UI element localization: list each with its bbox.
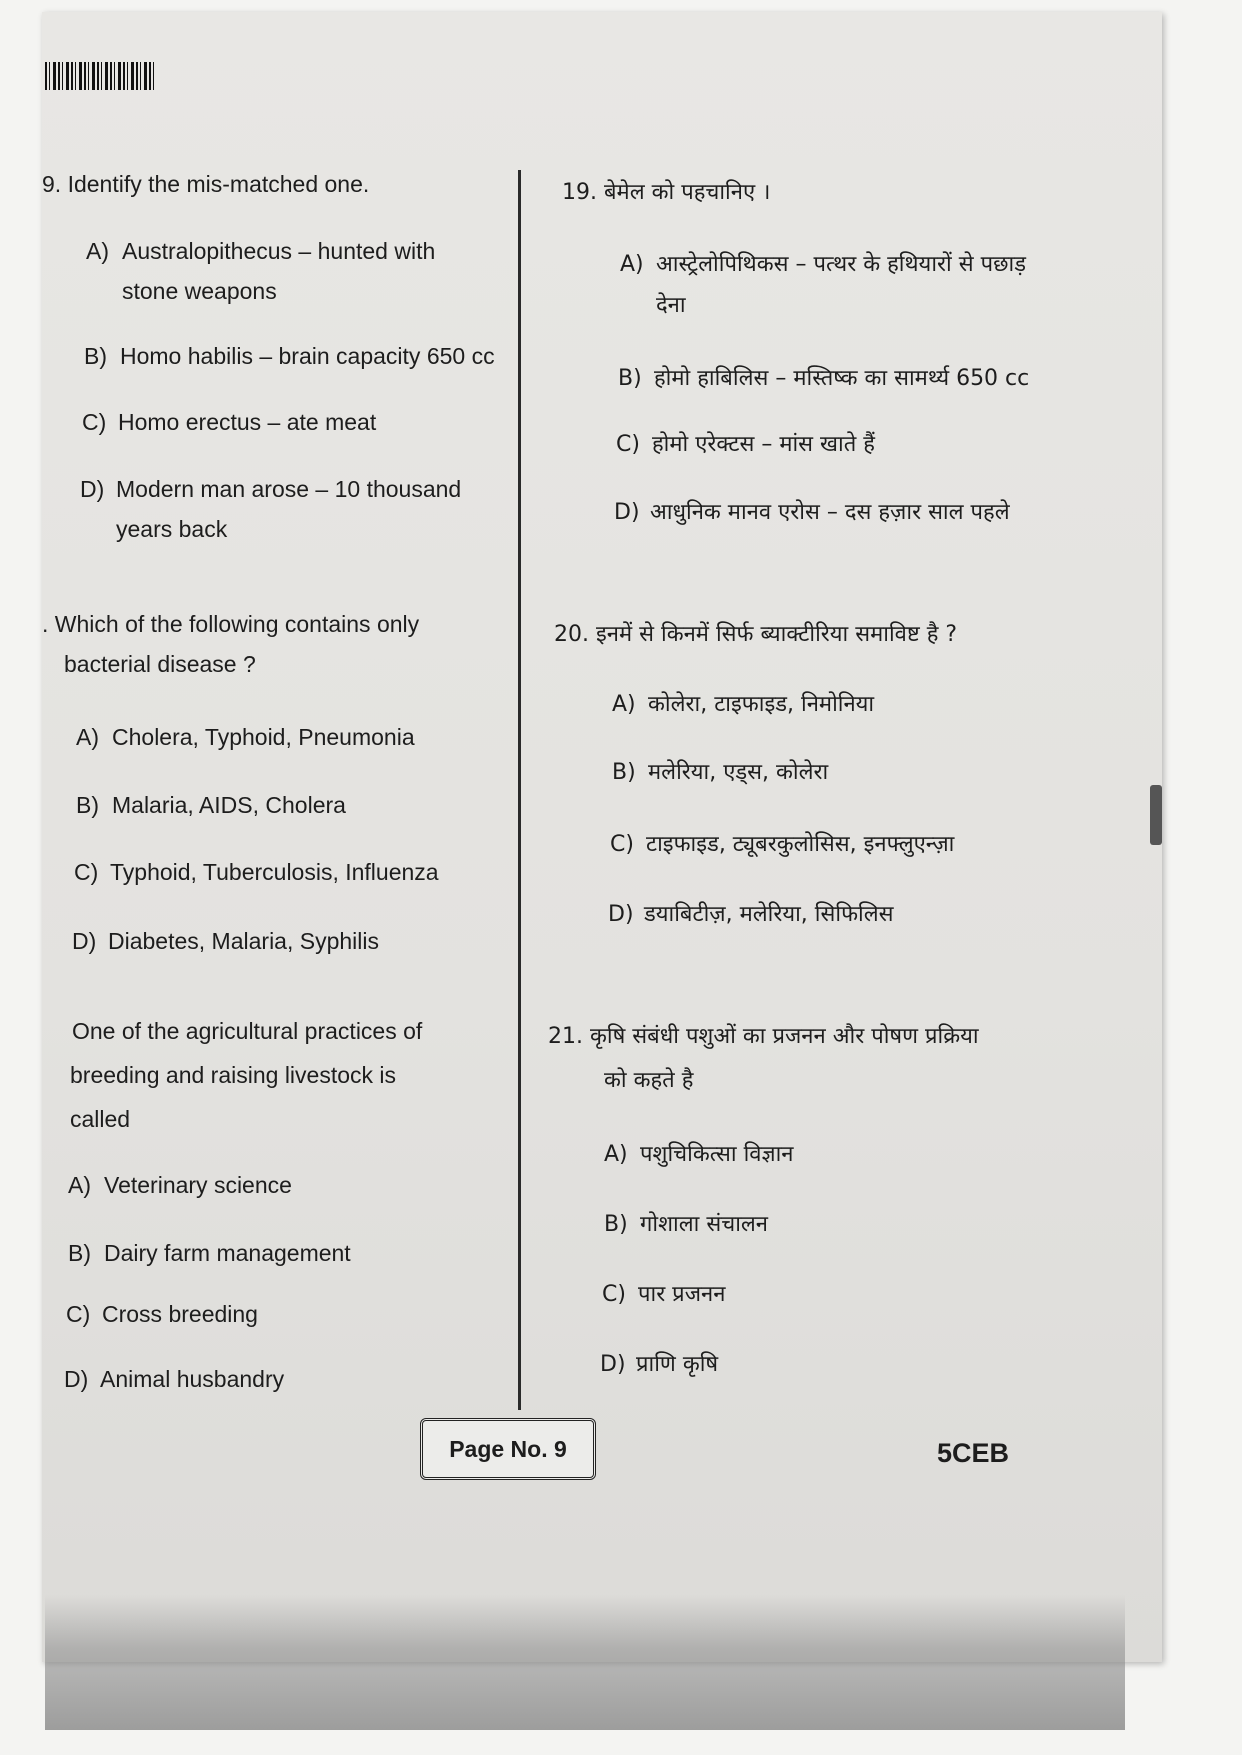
q21-hindi-option-c: C) पार प्रजनन xyxy=(602,1282,726,1307)
q21-title-3: called xyxy=(70,1106,131,1132)
q19-hindi-option-c: C) होमो एरेक्टस – मांस खाते हैं xyxy=(616,432,875,457)
q21-option-b: B) Dairy farm management xyxy=(68,1240,351,1266)
q19-option-a: A) Australopithecus – hunted with xyxy=(86,238,436,264)
q19-hindi-option-a: A) आस्ट्रेलोपिथिकस – पत्थर के हथियारों से पछाड़ xyxy=(620,252,1026,277)
booklet-code: 5CEB xyxy=(937,1438,1010,1468)
q19-hindi-option-d: D) आधुनिक मानव एरोस – दस हज़ार साल पहले xyxy=(614,500,1010,525)
q21-option-c: C) Cross breeding xyxy=(66,1301,258,1327)
q19-title: 9. Identify the mis-matched one. xyxy=(42,171,370,197)
scan-shadow xyxy=(45,1595,1125,1730)
q19-option-d: D) Modern man arose – 10 thousand xyxy=(80,476,462,502)
q20-option-a: A) Cholera, Typhoid, Pneumonia xyxy=(76,724,415,750)
q21-title-1: One of the agricultural practices of xyxy=(72,1018,423,1044)
q19-hindi-option-b: B) होमो हाबिलिस – मस्तिष्क का सामर्थ्य 650 cc xyxy=(618,366,1030,391)
q19-option-b: B) Homo habilis – brain capacity 650 cc xyxy=(84,343,495,369)
column-divider xyxy=(518,170,521,1410)
q20-option-c: C) Typhoid, Tuberculosis, Influenza xyxy=(74,859,439,885)
barcode xyxy=(45,62,157,90)
q19-option-c: C) Homo erectus – ate meat xyxy=(82,409,377,435)
q20-hindi-option-c: C) टाइफाइड, ट्यूबरकुलोसिस, इनफ्लुएन्ज़ा xyxy=(610,832,955,857)
q21-option-d: D) Animal husbandry xyxy=(64,1366,285,1392)
q21-hindi-option-b: B) गोशाला संचालन xyxy=(604,1212,769,1237)
q19-option-d-cont: years back xyxy=(116,516,228,542)
q20-option-b: B) Malaria, AIDS, Cholera xyxy=(76,792,346,818)
q21-hindi-option-a: A) पशुचिकित्सा विज्ञान xyxy=(604,1142,794,1167)
q21-title-2: breeding and raising livestock is xyxy=(70,1062,397,1088)
q20-option-d: D) Diabetes, Malaria, Syphilis xyxy=(72,928,380,954)
q20-hindi-title: 20. इनमें से किनमें सिर्फ ब्याक्टीरिया समाविष्ट है ? xyxy=(554,622,958,647)
q19-hindi-option-a-cont: देना xyxy=(656,293,686,318)
page-number-box: Page No. 9 xyxy=(420,1418,596,1480)
q20-hindi-option-d: D) डयाबिटीज़, मलेरिया, सिफिलिस xyxy=(608,902,894,927)
q21-option-a: A) Veterinary science xyxy=(68,1172,292,1198)
q20-hindi-option-a: A) कोलेरा, टाइफाइड, निमोनिया xyxy=(612,692,875,717)
binder-clip xyxy=(1150,785,1162,845)
q21-hindi-title: 21. कृषि संबंधी पशुओं का प्रजनन और पोषण प्रक्रिया xyxy=(548,1024,979,1049)
q19-hindi-title: 19. बेमेल को पहचानिए । xyxy=(562,180,771,205)
q20-title-2: bacterial disease ? xyxy=(64,651,256,677)
q20-hindi-option-b: B) मलेरिया, एड्स, कोलेरा xyxy=(612,760,829,785)
q19-option-a-cont: stone weapons xyxy=(122,278,277,304)
q21-hindi-title-cont: को कहते है xyxy=(604,1068,694,1093)
q20-title-1: . Which of the following contains only xyxy=(42,611,420,637)
q21-hindi-option-d: D) प्राणि कृषि xyxy=(600,1352,719,1377)
